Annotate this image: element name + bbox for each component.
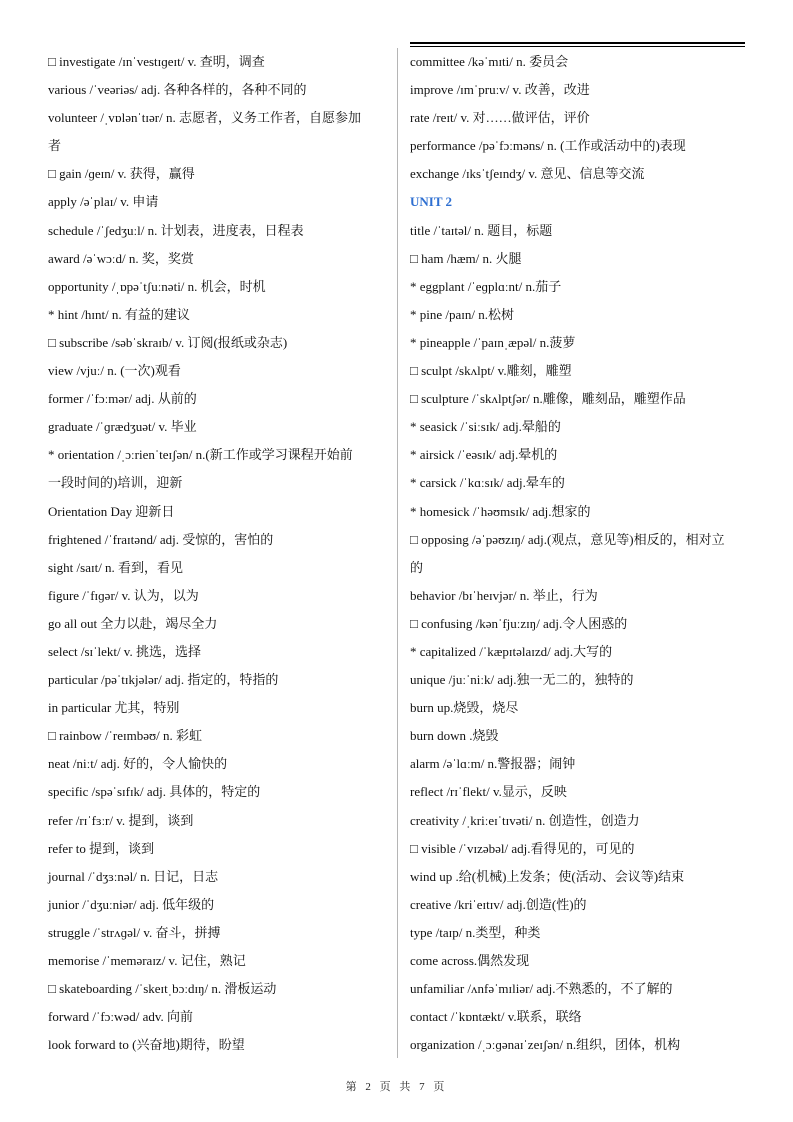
vocab-entry: journal /ˈdʒɜːnəl/ n. 日记，日志 <box>48 868 219 884</box>
vocab-entry: view /vjuː/ n. (一次)观看 <box>48 363 181 379</box>
vocab-entry: neat /niːt/ adj. 好的，令人愉快的 <box>48 756 228 772</box>
vocab-entry: * capitalized /ˈkæpɪtəlaɪzd/ adj.大写的 <box>410 643 613 659</box>
vocab-entry: behavior /bɪˈheɪvjər/ n. 举止，行为 <box>410 587 598 603</box>
vocab-entry: figure /ˈfɪɡər/ v. 认为，以为 <box>48 587 199 603</box>
vocab-entry: * pine /paɪn/ n.松树 <box>410 306 514 322</box>
vocab-entry: alarm /əˈlɑːm/ n.警报器；闹钟 <box>410 756 576 772</box>
vocab-entry: particular /pəˈtɪkjələr/ adj. 指定的，特指的 <box>48 672 279 688</box>
vocab-entry: committee /kəˈmɪti/ n. 委员会 <box>410 54 569 69</box>
vocab-entry: □ visible /ˈvɪzəbəl/ adj.看得见的，可见的 <box>410 840 635 856</box>
vocab-entry: burn up.烧毁，烧尽 <box>410 700 519 716</box>
vocab-entry: □ ham /hæm/ n. 火腿 <box>410 250 522 266</box>
vocab-entry: improve /ɪmˈpruːv/ v. 改善，改进 <box>410 82 590 98</box>
vocab-entry: opportunity /ˌɒpəˈtʃuːnəti/ n. 机会，时机 <box>48 278 266 294</box>
right-vocabulary-column <box>410 48 750 1059</box>
vocab-entry: select /sɪˈlekt/ v. 挑选，选择 <box>48 643 201 659</box>
vocab-entry: creative /kriˈeɪtɪv/ adj.创造(性)的 <box>410 896 587 912</box>
vocab-entry: * carsick /ˈkɑːsɪk/ adj.晕车的 <box>410 475 565 491</box>
vocab-entry: * airsick /ˈeəsɪk/ adj.晕机的 <box>410 447 558 463</box>
vocab-entry: forward /ˈfɔːwəd/ adv. 向前 <box>48 1009 193 1025</box>
vocab-entry: * seasick /ˈsiːsɪk/ adj.晕船的 <box>410 419 561 435</box>
vocab-entry: □ sculpt /skʌlpt/ v.雕刻，雕塑 <box>410 363 572 379</box>
vocab-entry: specific /spəˈsɪfɪk/ adj. 具体的，特定的 <box>48 784 261 800</box>
header-rule <box>410 42 745 44</box>
vocab-entry: organization /ˌɔːɡənaɪˈzeɪʃən/ n.组织，团体，机构 <box>410 1037 681 1053</box>
vocab-entry: 一段时间的)培训，迎新 <box>48 475 183 491</box>
vocab-entry: wind up .给(机械)上发条；使(活动、会议等)结束 <box>410 868 685 884</box>
vocab-entry: unfamiliar /ʌnfəˈmɪliər/ adj.不熟悉的，不了解的 <box>410 981 673 997</box>
vocab-entry: □ opposing /əˈpəʊzɪŋ/ adj.(观点，意见等)相反的，相对立 <box>410 531 725 547</box>
vocab-entry: sight /saɪt/ n. 看到，看见 <box>48 559 184 575</box>
vocab-entry: go all out 全力以赴，竭尽全力 <box>48 615 218 631</box>
vocab-entry: * orientation /ˌɔːrienˈteɪʃən/ n.(新工作或学习课程开始前 <box>48 447 353 463</box>
vocab-entry: memorise /ˈmeməraɪz/ v. 记住，熟记 <box>48 953 246 968</box>
vocab-entry: come across.偶然发现 <box>410 953 530 968</box>
vocab-entry: rate /reɪt/ v. 对……做评估，评价 <box>410 110 590 126</box>
vocab-entry: 的 <box>410 559 424 575</box>
vocab-entry: various /ˈveəriəs/ adj. 各种各样的，各种不同的 <box>48 82 307 98</box>
vocab-entry: refer to 提到，谈到 <box>48 840 155 856</box>
vocab-entry: burn down .烧毁 <box>410 728 499 744</box>
vocab-entry: reflect /rɪˈflekt/ v.显示，反映 <box>410 784 567 800</box>
vocab-entry: □ sculpture /ˈskʌlptʃər/ n.雕像，雕刻品，雕塑作品 <box>410 391 686 407</box>
vocab-entry: schedule /ˈʃedʒuːl/ n. 计划表，进度表，日程表 <box>48 222 304 238</box>
vocab-entry: □ gain /ɡeɪn/ v. 获得，赢得 <box>48 166 195 182</box>
vocab-entry: frightened /ˈfraɪtənd/ adj. 受惊的，害怕的 <box>48 531 274 547</box>
page-footer: 第 2 页 共 7 页 <box>345 1081 448 1093</box>
unit-heading: UNIT 2 <box>410 194 453 210</box>
vocab-entry: □ investigate /ɪnˈvestɪɡeɪt/ v. 查明，调查 <box>48 54 265 69</box>
vocab-entry: □ subscribe /səbˈskraɪb/ v. 订阅(报纸或杂志) <box>48 334 288 350</box>
vocab-entry: former /ˈfɔːmər/ adj. 从前的 <box>48 391 197 407</box>
vocab-entry: □ skateboarding /ˈskeɪtˌbɔːdɪŋ/ n. 滑板运动 <box>48 981 277 997</box>
vocab-entry: look forward to (兴奋地)期待，盼望 <box>48 1037 245 1053</box>
vocab-entry: volunteer /ˌvɒlənˈtɪər/ n. 志愿者，义务工作者，自愿参加 <box>48 110 361 126</box>
vocab-entry: award /əˈwɔːd/ n. 奖，奖赏 <box>48 250 194 266</box>
vocab-entry: * homesick /ˈhəʊmsɪk/ adj.想家的 <box>410 503 591 519</box>
vocab-entry: title /ˈtaɪtəl/ n. 题目，标题 <box>410 222 553 238</box>
vocab-entry: junior /ˈdʒuːniər/ adj. 低年级的 <box>48 896 215 912</box>
vocab-entry: refer /rɪˈfɜːr/ v. 提到，谈到 <box>48 812 194 828</box>
vocab-entry: unique /juːˈniːk/ adj.独一无二的，独特的 <box>410 672 634 688</box>
vocab-entry: creativity /ˌkriːeɪˈtɪvəti/ n. 创造性，创造力 <box>410 812 640 828</box>
vocab-entry: struggle /ˈstrʌɡəl/ v. 奋斗，拼搏 <box>48 924 221 940</box>
vocab-entry: performance /pəˈfɔːməns/ n. (工作或活动中的)表现 <box>410 138 686 154</box>
vocab-entry: type /taɪp/ n.类型，种类 <box>410 924 541 940</box>
vocab-entry: □ rainbow /ˈreɪmbəʊ/ n. 彩虹 <box>48 728 202 744</box>
vocab-entry: exchange /ɪksˈtʃeɪndʒ/ v. 意见、信息等交流 <box>410 166 645 182</box>
vocab-entry: * pineapple /ˈpaɪnˌæpəl/ n.菠萝 <box>410 334 576 350</box>
vocab-entry: contact /ˈkɒntækt/ v.联系，联络 <box>410 1009 582 1025</box>
vocab-entry: 者 <box>48 138 62 154</box>
vocab-entry: apply /əˈplaɪ/ v. 申请 <box>48 194 159 210</box>
vocab-entry: graduate /ˈɡrædʒuət/ v. 毕业 <box>48 419 197 435</box>
vocab-entry: in particular 尤其，特别 <box>48 700 180 716</box>
vocab-entry: □ confusing /kənˈfjuːzɪŋ/ adj.令人困惑的 <box>410 615 628 631</box>
vocab-entry: Orientation Day 迎新日 <box>48 503 175 519</box>
vocab-entry: * hint /hɪnt/ n. 有益的建议 <box>48 306 190 322</box>
column-divider <box>397 48 398 1058</box>
header-rule-thin <box>410 46 745 47</box>
vocab-entry: * eggplant /ˈeɡplɑːnt/ n.茄子 <box>410 278 562 294</box>
left-vocabulary-column <box>48 48 388 1059</box>
